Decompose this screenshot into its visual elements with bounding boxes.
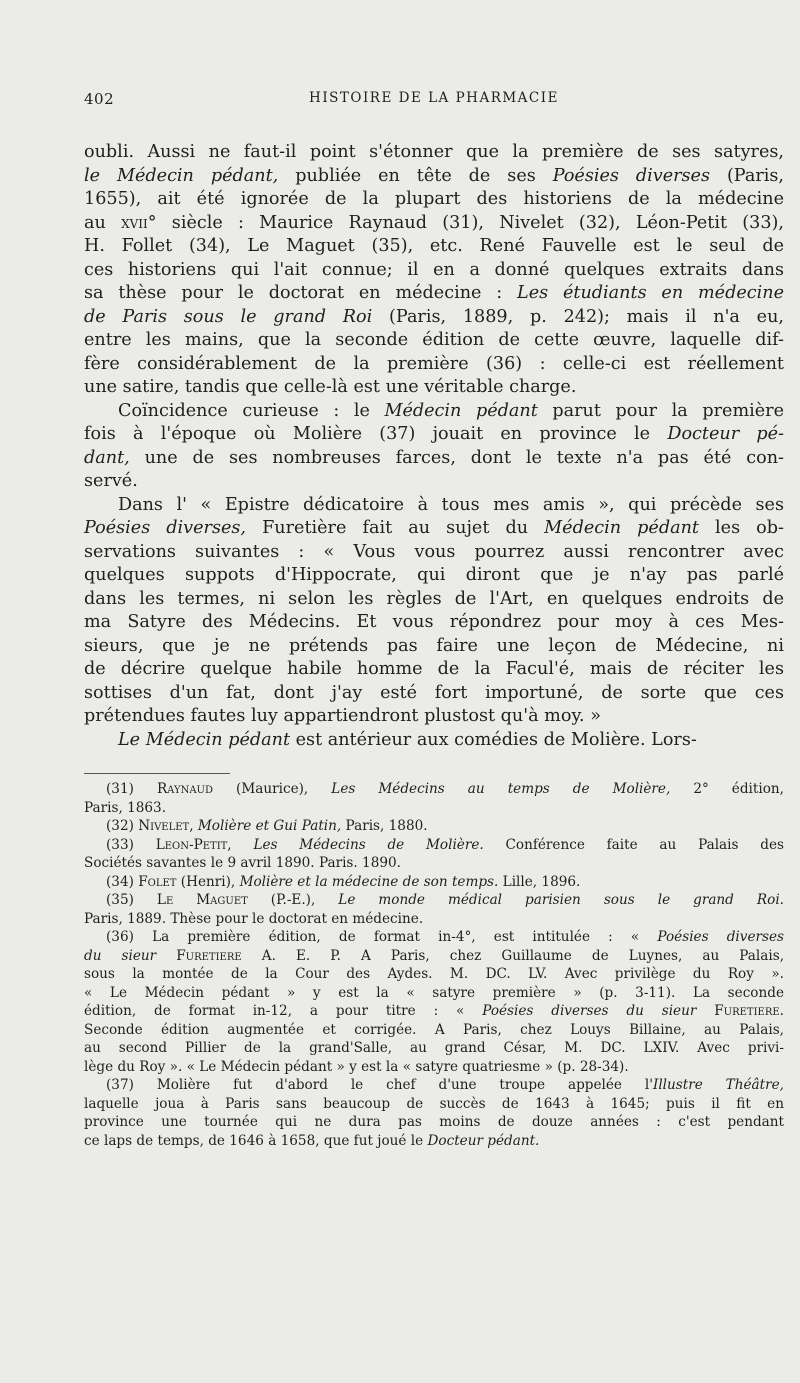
footnote-35: (35) Le Maguet (P.-E.), Le monde médical parisien sous le grand Roi. [106, 892, 784, 908]
line: fère considérablement de la première (36) : celle-ci est réellement [84, 353, 784, 374]
footnote-divider [84, 773, 230, 774]
line: H. Follet (34), Le Maguet (35), etc. René Fauvelle est le seul de [84, 236, 784, 256]
footnote-32: (32) Nivelet, Molière et Gui Patin, Paris, 1880. [106, 818, 428, 834]
italic-title: le Médecin pédant, [84, 165, 279, 186]
line: servé. [84, 471, 138, 491]
page-number: 402 [84, 90, 115, 108]
footnote-31: (31) Raynaud (Maurice), Les Médecins au temps de Molière, 2° édition, [106, 781, 784, 797]
line: ma Satyre des Médecins. Et vous répondrez pour moy à ces Mes- [84, 612, 784, 632]
footnote-36: (36) La première édition, de format in-4°, est intitulée : « Poésies diverses [106, 929, 784, 945]
line: ces historiens qui l'ait connue; il en a donné quelques extraits dans [84, 259, 784, 280]
paragraph-2: Coïncidence curieuse : le Médecin pédant parut pour la première fois à l'époque où Molière (37) jouait en province le Docteur pé- dant, une de ses nombreuses farces, dont le texte n'a pas été con- [84, 400, 784, 468]
line: 1655), ait été ignorée de la plupart des historiens de la médecine [84, 189, 784, 209]
line: oubli. Aussi ne faut-il point s'étonner que la première de ses satyres, [84, 142, 784, 162]
line: une satire, tandis que celle-là est une véritable charge. [84, 377, 577, 397]
line: servations suivantes : « Vous vous pourrez aussi rencontrer avec [84, 541, 784, 562]
line: quelques suppots d'Hippocrate, qui diront que je n'ay pas parlé [84, 565, 784, 585]
footnote-33: (33) Leon-Petit, Les Médecins de Molière. Conférence faite au Palais des [106, 836, 784, 853]
paragraph-1: oubli. Aussi ne faut-il point s'étonner que la première de ses satyres, le Médecin pédant, publiée en tête de ses Poésies diverses (Paris, 1655), ait été ignorée de la plupart des historiens de la médecine au xvii° siècle : Maurice Raynaud (31), Nivelet (32), Léon-Petit (33), H. Follet (34), Le Maguet (35), etc. René Fauvelle est le seul de ces historiens qui l'ait connue; il en a donné quelques extraits dans sa thèse pour le doctorat en médecine : Les étudiants en médecine de Paris sous le grand Roi (Paris, 1889, p. 242); mais il n'a eu, entre les mains, que la seconde édition de cette œuvre, laquelle dif- fère considérablement de la première (36) : celle-ci est réellement [84, 142, 785, 374]
main-text [84, 141, 784, 752]
footnote-34: (34) Folet (Henri), Molière et la médecine de son temps. Lille, 1896. [106, 873, 581, 890]
line: entre les mains, que la seconde édition de cette œuvre, laquelle dif- [84, 330, 784, 350]
line: prétendues fautes luy appartiendront plustost qu'à moy. » [84, 706, 602, 726]
paragraph-4: Le Médecin pédant est antérieur aux comédies de Molière. Lors- [118, 729, 697, 750]
footnote-37: (37) Molière fut d'abord le chef d'une troupe appelée l'Illustre Théâtre, [106, 1077, 784, 1093]
running-title: HISTOIRE DE LA PHARMACIE [309, 90, 559, 106]
paragraph-3: Dans l' « Epistre dédicatoire à tous mes amis », qui précède ses Poésies diverses, Furetière fait au sujet du Médecin pédant les ob- servations suivantes : « Vous vous pourrez aussi rencontrer avec quelques suppots d'Hippocrate, qui diront que je n'ay pas parlé dans les termes, ni selon les règles de l'Art, en quelques endroits de ma Satyre des Médecins. Et vous répondrez pour moy à ces Mes- sieurs, que je ne prétends pas faire une leçon de Médecine, ni de décrire quelque habile homme de la Facul'é, mais de réciter les sottises d'un fat, dont j'ay esté fort importuné, de sorte que ces [84, 494, 784, 703]
page-header [84, 90, 784, 112]
footnotes: (31) Raynaud (Maurice), Les Médecins au temps de Molière, 2° édition, Paris, 1863. (32) Nivelet, Molière et Gui Patin, Paris, 1880. (33) Leon-Petit, Les Médecins de Molière. Conférence faite au Palais des Sociétés savantes le 9 avril 1890. Paris. 1890. (34) Folet (Henri), Molière et la médecine de son temps. Lille, 1896. (35) Le Maguet (P.-E.), Le monde médical parisien sous le grand Roi. Paris, 1889. Thèse pour le doctorat en médecine. (36) La première édition, de format in-4°, est intitulée : « Poésies diverses du sieur Furetiere A. E. P. A Paris, chez Guillaume de Luynes, au Palais, sous la montée de la Cour des Aydes. M. DC. LV. Avec privilège du Roy ». « Le Médecin pédant » y est la « satyre première » (p. 3-11). La seconde édition, de format in-12, a pour titre : « Poésies diverses du sieur Furetiere. Seconde édition augmentée et corrigée. A Paris, chez Louys Billaine, au Palais, au second Pillier de la grand'Salle, au grand César, M. DC. LXIV. Avec privi- lège du Roy ». « Le Médecin pédant » y est la « satyre quatriesme » (p. 28-34). (37) Molière fut d'abord le chef d'une troupe appelée l'Illustre Théâtre, laquelle joua à Paris sans beaucoup de succès de 1643 à 1645; puis il fit en province une tournée qui ne dura pas moins de douze années : c'est pendant ce laps de temps, de 1646 à 1658, que fut joué le Docteur pédant. [84, 781, 785, 1149]
line: sottises d'un fat, dont j'ay esté fort importuné, de sorte que ces [84, 682, 784, 703]
line: Dans l' « Epistre dédicatoire à tous mes amis », qui précède ses [118, 494, 784, 515]
line: sieurs, que je ne prétends pas faire une leçon de Médecine, ni [84, 635, 784, 656]
line: de décrire quelque habile homme de la Facul'é, mais de réciter les [84, 659, 784, 679]
line: dans les termes, ni selon les règles de l'Art, en quelques endroits de [84, 588, 784, 609]
